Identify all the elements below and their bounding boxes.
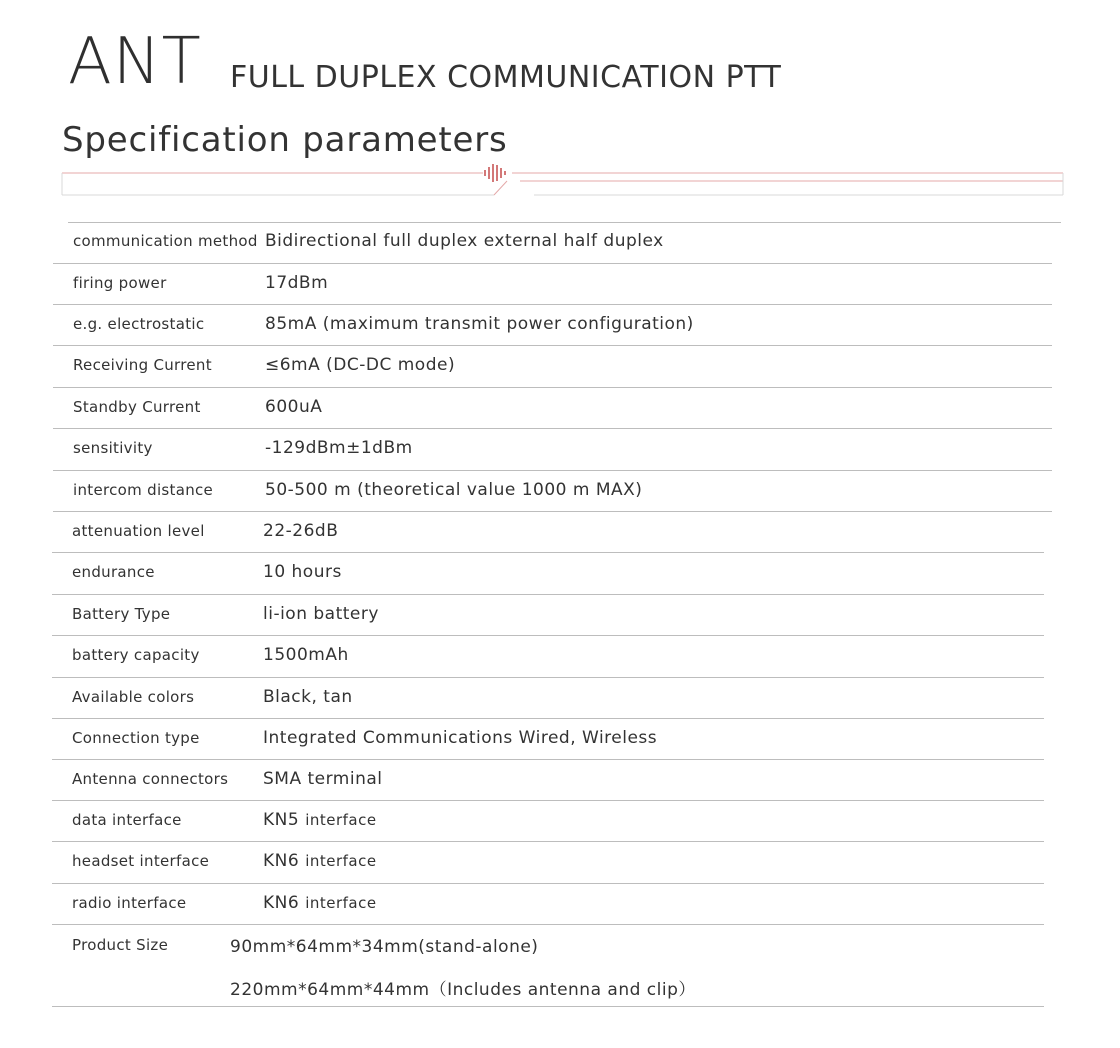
spec-value: Black, tan [263, 687, 353, 707]
spec-value-wrap [263, 687, 353, 707]
spec-row [52, 595, 1044, 636]
spec-row [52, 760, 1044, 801]
spec-value: 600uA [265, 397, 323, 417]
section-title: Specification parameters [62, 120, 508, 160]
spec-unit: interface [305, 894, 377, 912]
spec-value-wrap [265, 438, 413, 458]
spec-row [53, 222, 1052, 264]
spec-label: Available colors [72, 688, 195, 706]
spec-value: Bidirectional full duplex external half duplex [265, 231, 664, 251]
spec-value-wrap [265, 314, 694, 334]
product-subtitle: FULL DUPLEX COMMUNICATION PTT [230, 60, 782, 95]
spec-value: li-ion battery [263, 604, 379, 624]
spec-value: SMA terminal [263, 769, 383, 789]
spec-value: 85mA (maximum transmit power configuration) [265, 314, 694, 334]
spec-label: radio interface [72, 894, 187, 912]
spec-value: 90mm*64mm*34mm(stand-alone) [230, 937, 539, 957]
signal-wave-icon [485, 164, 505, 182]
spec-label: Antenna connectors [72, 770, 229, 788]
spec-row [53, 388, 1052, 429]
spec-label: Product Size [72, 936, 169, 954]
spec-value-wrap [263, 645, 349, 665]
spec-value: 17dBm [265, 273, 329, 293]
spec-value-wrap [265, 231, 664, 251]
spec-value: 220mm*64mm*44mm（Includes antenna and clip） [230, 980, 696, 1000]
spec-row [53, 346, 1052, 388]
spec-value-wrap [263, 893, 377, 913]
spec-value-wrap [265, 397, 322, 417]
spec-row-product-size [52, 925, 1044, 1007]
spec-value: KN6 [263, 893, 300, 913]
spec-label: battery capacity [72, 646, 200, 664]
spec-unit: interface [305, 852, 377, 870]
spec-value-wrap [263, 604, 379, 624]
spec-value: -129dBm±1dBm [265, 438, 413, 458]
spec-value-wrap [263, 769, 383, 789]
spec-label: data interface [72, 811, 182, 829]
spec-row [52, 719, 1044, 760]
spec-label: attenuation level [72, 522, 205, 540]
spec-value: ≤6mA (DC-DC mode) [265, 355, 456, 375]
spec-label: sensitivity [73, 439, 153, 457]
spec-row [53, 429, 1052, 471]
spec-row [53, 305, 1052, 346]
spec-label: Receiving Current [73, 356, 212, 374]
spec-label: headset interface [72, 852, 210, 870]
spec-unit: interface [305, 811, 377, 829]
spec-value: Integrated Communications Wired, Wireless [263, 728, 658, 748]
spec-value: 50-500 m (theoretical value 1000 m MAX) [265, 480, 643, 500]
spec-value-wrap [263, 728, 657, 748]
spec-label: communication method [73, 232, 258, 250]
spec-value-wrap [265, 273, 328, 293]
spec-label: endurance [72, 563, 155, 581]
spec-value-wrap [265, 480, 642, 500]
spec-value-wrap [263, 810, 377, 830]
spec-value-wrap [263, 521, 338, 541]
spec-row [53, 264, 1052, 305]
spec-label: firing power [73, 274, 167, 292]
spec-value: 10 hours [263, 562, 342, 582]
spec-row [52, 678, 1044, 719]
spec-row [52, 553, 1044, 595]
spec-value: KN6 [263, 851, 300, 871]
spec-row [52, 636, 1044, 678]
spec-value: 1500mAh [263, 645, 349, 665]
spec-value: 22-26dB [263, 521, 339, 541]
spec-value-wrap [263, 851, 377, 871]
spec-row [52, 884, 1044, 925]
spec-row [52, 842, 1044, 884]
spec-value-wrap [263, 562, 342, 582]
spec-label: Connection type [72, 729, 200, 747]
spec-row [52, 512, 1044, 553]
spec-value: KN5 [263, 810, 300, 830]
spec-row [52, 801, 1044, 842]
spec-row [53, 471, 1052, 512]
spec-label: intercom distance [73, 481, 214, 499]
brand-title: ANT [68, 25, 202, 99]
spec-label: Battery Type [72, 605, 171, 623]
spec-value-wrap [265, 355, 455, 375]
spec-label: Standby Current [73, 398, 201, 416]
spec-label: e.g. electrostatic [73, 315, 205, 333]
